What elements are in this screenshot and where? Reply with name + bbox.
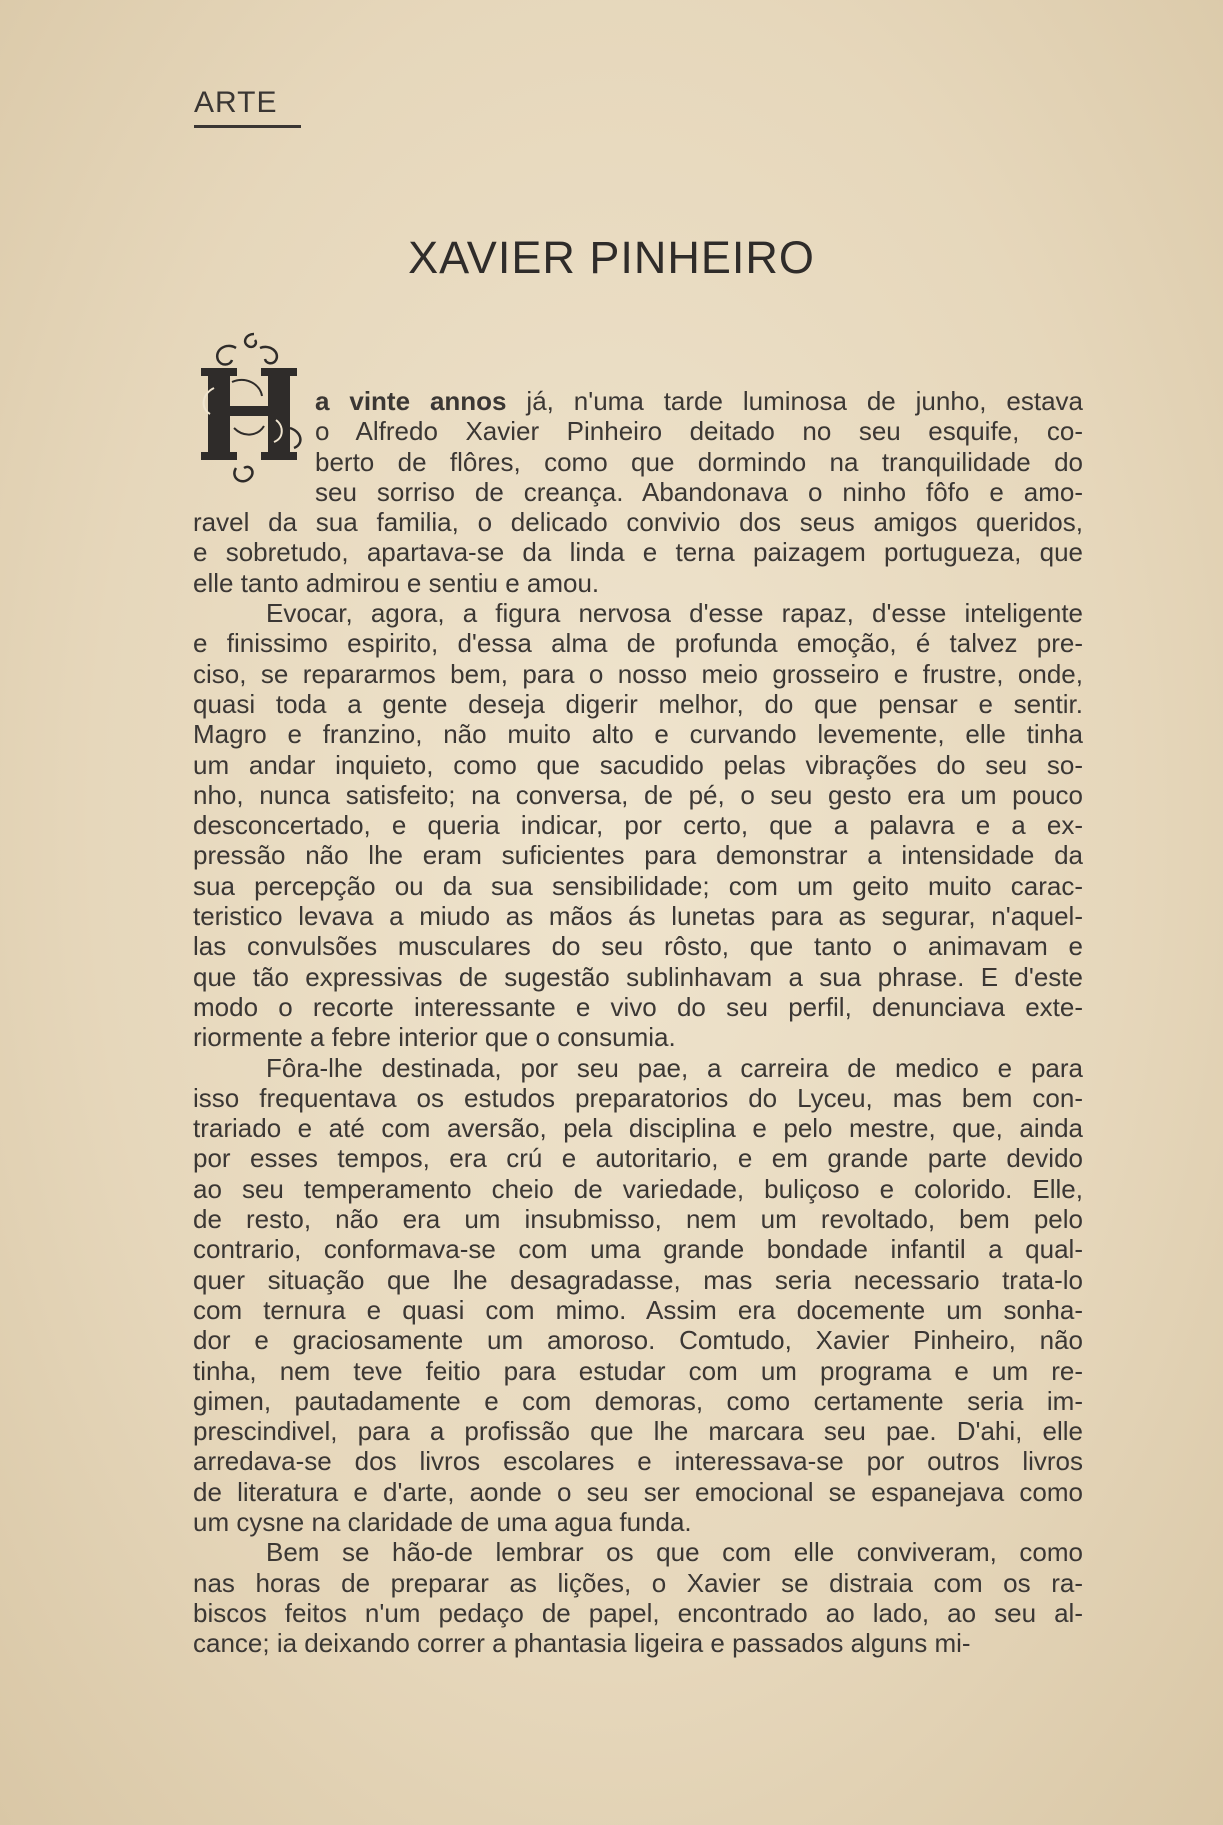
text-line — [193, 628, 1083, 658]
text-line — [193, 962, 1083, 992]
line-text: de resto, não era um insubmisso, nem um revoltado, bem pelo — [193, 1204, 1083, 1235]
line-text: gimen, pautadamente e com demoras, como certamente seria im- — [193, 1385, 1083, 1416]
line-text: Fôra-lhe destinada, por seu pae, a carreira de medico e para — [266, 1052, 1083, 1083]
line-text: um andar inquieto, como que sacudido pelas vibrações do seu so- — [193, 749, 1083, 780]
line-text: prescindivel, para a profissão que lhe marcara seu pae. D'ahi, elle — [193, 1416, 1083, 1447]
text-line — [193, 810, 1083, 840]
text-line — [193, 386, 1083, 416]
line-text: um cysne na claridade de uma agua funda. — [193, 1506, 692, 1537]
text-line — [193, 1113, 1083, 1143]
text-line — [193, 1295, 1083, 1325]
line-text: contrario, conformava-se com uma grande bondade infantil a qual- — [193, 1234, 1083, 1265]
text-line — [193, 447, 1083, 477]
text-line — [193, 1083, 1083, 1113]
article-title: XAVIER PINHEIRO — [408, 232, 815, 283]
text-line — [193, 507, 1083, 537]
line-text: elle tanto admirou e sentiu e amou. — [193, 567, 600, 598]
line-text: ao seu temperamento cheio de variedade, buliçoso e colorido. Elle, — [193, 1173, 1083, 1204]
line-text: Evocar, agora, a figura nervosa d'esse rapaz, d'esse inteligente — [266, 598, 1083, 629]
text-line — [193, 1356, 1083, 1386]
text-line — [193, 992, 1083, 1022]
text-line — [193, 840, 1083, 870]
line-text: Bem se hão-de lembrar os que com elle conviveram, como — [266, 1537, 1083, 1568]
text-line — [193, 1386, 1083, 1416]
line-text: sua percepção ou da sua sensibilidade; com um geito muito carac- — [193, 870, 1083, 901]
text-line — [193, 1446, 1083, 1476]
text-line — [193, 1234, 1083, 1264]
text-line — [193, 901, 1083, 931]
section-underline — [194, 125, 301, 128]
text-line — [193, 416, 1083, 446]
line-text: com ternura e quasi com mimo. Assim era docemente um sonha- — [193, 1294, 1083, 1325]
text-line — [193, 1053, 1083, 1083]
line-text: dor e graciosamente um amoroso. Comtudo, Xavier Pinheiro, não — [193, 1325, 1083, 1356]
text-line — [193, 1204, 1083, 1234]
line-text: nho, nunca satisfeito; na conversa, de pé, o seu gesto era um pouco — [193, 779, 1083, 810]
line-text: biscos feitos n'um pedaço de papel, encontrado ao lado, ao seu al- — [193, 1597, 1083, 1628]
text-line — [193, 537, 1083, 567]
line-text: quasi toda a gente deseja digerir melhor, do que pensar e sentir. — [193, 688, 1083, 719]
text-line — [193, 568, 1083, 598]
text-line — [193, 598, 1083, 628]
line-text: isso frequentava os estudos preparatorios do Lyceu, mas bem con- — [193, 1082, 1083, 1113]
line-text: seu sorriso de creança. Abandonava o ninho fôfo e amo- — [315, 476, 1083, 507]
text-line — [193, 1265, 1083, 1295]
text-line — [193, 719, 1083, 749]
text-line — [193, 477, 1083, 507]
text-line — [193, 1628, 1083, 1658]
article-body — [193, 386, 1083, 1658]
line-text: de literatura e d'arte, aonde o seu ser emocional se espanejava como — [193, 1476, 1083, 1507]
line-text: por esses tempos, era crú e autoritario, e em grande parte devido — [193, 1143, 1083, 1174]
text-line — [193, 689, 1083, 719]
line-text: ciso, se repararmos bem, para o nosso meio grosseiro e frustre, onde, — [193, 658, 1083, 689]
line-text: tinha, nem teve feitio para estudar com um programa e um re- — [193, 1355, 1083, 1386]
line-text: e finissimo espirito, d'essa alma de profunda emoção, é talvez pre- — [193, 628, 1083, 659]
line-text: Magro e franzino, não muito alto e curvando levemente, elle tinha — [193, 719, 1083, 750]
text-line — [193, 1416, 1083, 1446]
text-line — [193, 780, 1083, 810]
text-line — [193, 1568, 1083, 1598]
text-line — [193, 871, 1083, 901]
text-line — [193, 1477, 1083, 1507]
line-text: riormente a febre interior que o consumia. — [193, 1022, 676, 1053]
line-text: nas horas de preparar as lições, o Xavier se distraia com os ra- — [193, 1567, 1083, 1598]
line-text: pressão não lhe eram suficientes para demonstrar a intensidade da — [193, 840, 1083, 871]
line-text: cance; ia deixando correr a phantasia ligeira e passados alguns mi- — [193, 1628, 971, 1659]
text-line — [193, 1507, 1083, 1537]
text-line — [193, 659, 1083, 689]
text-line — [193, 931, 1083, 961]
line-text: desconcertado, e queria indicar, por certo, que a palavra e a ex- — [193, 810, 1083, 841]
text-line — [193, 1537, 1083, 1567]
line-text: e sobretudo, apartava-se da linda e terna paizagem portugueza, que — [193, 537, 1083, 568]
line-text: trariado e até com aversão, pela disciplina e pelo mestre, que, ainda — [193, 1113, 1083, 1144]
line-text: arredava-se dos livros escolares e interessava-se por outros livros — [193, 1446, 1083, 1477]
section-label: ARTE — [194, 86, 278, 119]
text-line — [193, 1598, 1083, 1628]
line-text: las convulsões musculares do seu rôsto, que tanto o animavam e — [193, 931, 1083, 962]
line-text: que tão expressivas de sugestão sublinhavam a sua phrase. E d'este — [193, 961, 1083, 992]
line-text: já, n'uma tarde luminosa de junho, estava — [506, 386, 1084, 416]
text-line — [193, 1022, 1083, 1052]
line-text: modo o recorte interessante e vivo do seu perfil, denunciava exte- — [193, 991, 1083, 1022]
text-line — [193, 1325, 1083, 1355]
line-text: berto de flôres, como que dormindo na tranquilidade do — [315, 446, 1083, 477]
line-text: quer situação que lhe desagradasse, mas seria necessario trata-lo — [193, 1264, 1083, 1295]
line-text: ravel da sua familia, o delicado convivio dos seus amigos queridos, — [193, 507, 1083, 538]
line-text: teristico levava a miudo as mãos ás lunetas para as segurar, n'aquel- — [193, 901, 1083, 932]
lead-in-bold: a vinte annos — [315, 386, 507, 416]
text-line — [193, 1174, 1083, 1204]
text-line — [193, 1143, 1083, 1173]
text-line — [193, 750, 1083, 780]
line-text: o Alfredo Xavier Pinheiro deitado no seu esquife, co- — [315, 416, 1083, 447]
